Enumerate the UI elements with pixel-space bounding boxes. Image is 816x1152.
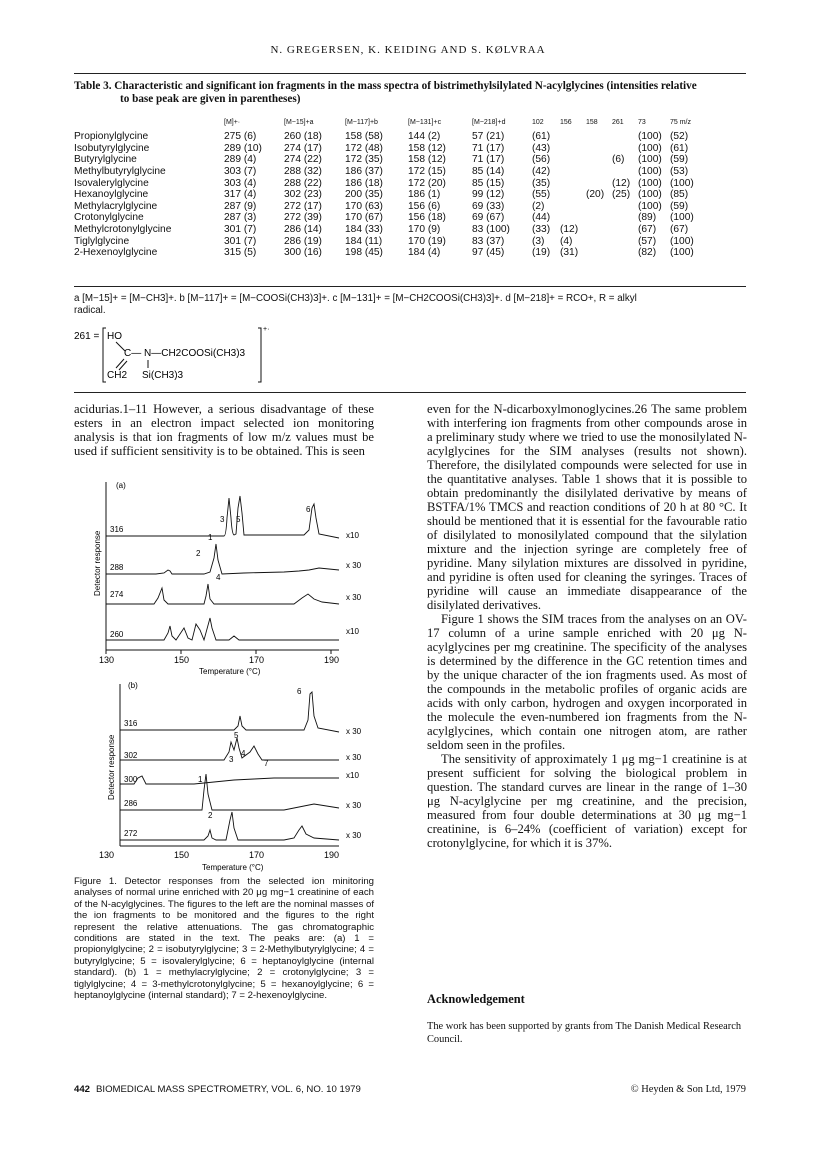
trace-288 — [106, 544, 339, 574]
table-title-line2: to base peak are given in parentheses) — [120, 93, 301, 105]
page-number: 442 — [74, 1084, 91, 1095]
trace-attenuation: x10 — [346, 627, 359, 636]
fragment-261-structure — [74, 322, 374, 384]
structure-sime: Si(CH3)3 — [142, 370, 184, 381]
peak-label: 1 — [208, 533, 213, 542]
table-cell: (67) — [670, 224, 689, 236]
compound-name-cell: 2-Hexenoylglycine — [74, 247, 158, 259]
paragraph: acidurias.1–11 However, a serious disadvantage of these esters in an electron impact selected ion monitoring analysis is that ion fragments of low m/z values must be used if sufficient sensitivity is to be obtained. This is seen — [74, 402, 374, 458]
table-cell: (61) — [532, 131, 551, 143]
panel-a — [93, 481, 362, 676]
trace-attenuation: x 30 — [346, 727, 362, 736]
peak-label: 1 — [198, 775, 203, 784]
table-cell: 83 (100) — [472, 224, 510, 236]
table-cell: 156 (6) — [408, 200, 441, 212]
table-cell: 186 (1) — [408, 189, 441, 201]
table-cell: 200 (35) — [345, 189, 383, 201]
compound-name-cell: Hexanoylglycine — [74, 189, 149, 201]
compound-name-cell: Methylbutyrylglycine — [74, 166, 166, 178]
table-row — [74, 201, 746, 213]
table-caption — [74, 80, 746, 106]
table-header-cell: [M−218]+d — [472, 119, 506, 126]
table-cell: (100) — [670, 177, 694, 189]
table-cell: (6) — [612, 154, 625, 166]
table-row — [74, 247, 746, 259]
table-cell: 83 (37) — [472, 235, 505, 247]
compound-name-cell: Isovalerylglycine — [74, 177, 149, 189]
double-bond — [119, 361, 127, 370]
table-cell: 184 (11) — [345, 235, 383, 247]
trace-286 — [120, 774, 339, 810]
table-header-cell: [M]+· — [224, 119, 241, 126]
table-cell: (2) — [532, 200, 545, 212]
trace-mass-label: 316 — [110, 525, 124, 534]
table-row — [74, 189, 746, 201]
table-cell: (42) — [532, 166, 551, 178]
table-row — [74, 166, 746, 178]
compound-name-cell: Methylacrylglycine — [74, 200, 158, 212]
structure-chain: C— N—CH2COOSi(CH3)3 — [124, 348, 246, 359]
panel-label: (b) — [128, 681, 138, 690]
table-cell — [586, 235, 612, 247]
table-cell: 301 (7) — [224, 224, 257, 236]
compound-name-cell: Tiglylglycine — [74, 235, 130, 247]
table-cell: 303 (7) — [224, 166, 257, 178]
trace-mass-label: 316 — [124, 719, 138, 728]
table-cell: (33) — [532, 224, 551, 236]
table-cell — [612, 224, 638, 236]
table-cell: 288 (32) — [284, 166, 322, 178]
compound-name-cell: Propionylglycine — [74, 131, 149, 143]
figure-1 — [84, 478, 384, 878]
table-cell: 71 (17) — [472, 154, 505, 166]
peak-label: 6 — [306, 505, 311, 514]
trace-mass-label: 272 — [124, 829, 138, 838]
table-cell: (67) — [638, 224, 657, 236]
table-cell: 289 (4) — [224, 154, 257, 166]
table-cell: (100) — [670, 235, 694, 247]
table-cell: 302 (23) — [284, 189, 322, 201]
table-cell: (100) — [638, 131, 662, 143]
table-cell — [586, 143, 612, 155]
table-row — [74, 154, 746, 166]
table-body — [74, 131, 746, 259]
table-cell: (56) — [532, 154, 551, 166]
table-cell: (100) — [670, 212, 694, 224]
table-cell: 184 (33) — [345, 224, 383, 236]
table-header-cell: 158 — [586, 119, 598, 126]
table-cell — [560, 131, 586, 143]
figure-caption: Figure 1. Detector responses from the selected ion minitoring analyses of normal urine enriched with 20 μg mg−1 creatinine of each of the N-acylglycines. The figures to the left are the nominal masses of the ion fragments to be monitored and the figures to the right represent the relative attenuations. The gas chromatographic conditions are stated in the text. The peaks are: (a) 1 = propionylglycine; 2 = isobutyrylglycine; 3 = 2-Methylbutyrylglycine; 4 = butyrylglycine; 5 = isovalerylglycine; 6 = heptanoylglycine (internal standard). (b) 1 = methylacrylglycine; 2 = crotonylglycine; 3 = tiglylglycine; 4 = 3-methylcrotonylglycine; 5 = hexanoylglycine; 6 = heptanoylglycine (internal standard); 7 = 2-hexenoylglycine. — [74, 876, 374, 1002]
table-cell: 287 (9) — [224, 200, 257, 212]
right-bracket — [258, 328, 261, 382]
figure-1-svg — [84, 478, 384, 873]
table-cell: 172 (15) — [408, 166, 446, 178]
table-cell: 289 (10) — [224, 142, 262, 154]
table-cell: 198 (45) — [345, 247, 383, 259]
trace-272 — [120, 812, 339, 840]
table-cell: 272 (17) — [284, 200, 322, 212]
footnote-line: radical. — [74, 305, 106, 316]
table-cell: 286 (14) — [284, 224, 322, 236]
table-cell — [612, 166, 638, 178]
table-cell — [586, 212, 612, 224]
table-cell: (100) — [638, 166, 662, 178]
table-cell: 144 (2) — [408, 131, 441, 143]
table-cell: 287 (3) — [224, 212, 257, 224]
x-tick-label: 190 — [324, 655, 340, 665]
x-tick-label: 190 — [324, 850, 340, 860]
trace-mass-label: 302 — [124, 751, 138, 760]
table-cell — [560, 201, 586, 213]
table-cell: (59) — [670, 154, 689, 166]
table-cell: (12) — [560, 224, 579, 236]
header-rule — [74, 73, 746, 74]
x-axis-label: Temperature (°C) — [199, 667, 261, 676]
x-ticks — [106, 650, 331, 654]
section-rule — [74, 392, 746, 393]
table-cell: (100) — [638, 200, 662, 212]
table-cell: 300 (16) — [284, 247, 322, 259]
x-tick-label: 130 — [99, 850, 115, 860]
trace-mass-label: 260 — [110, 630, 124, 639]
table-cell: 170 (63) — [345, 200, 383, 212]
table-header-cell: 156 — [560, 119, 572, 126]
table-cell: 317 (4) — [224, 189, 257, 201]
trace-mass-label: 300 — [124, 775, 138, 784]
table-cell: (52) — [670, 131, 689, 143]
table-cell — [586, 131, 612, 143]
table-cell — [612, 247, 638, 259]
table-cell: (53) — [670, 166, 689, 178]
trace-274 — [106, 584, 339, 604]
copyright-notice: © Heyden & Son Ltd, 1979 — [630, 1084, 746, 1095]
table-cell: 184 (4) — [408, 247, 441, 259]
table-cell: 69 (33) — [472, 200, 505, 212]
running-title: N. GREGERSEN, K. KEIDING AND S. KØLVRAA — [270, 44, 546, 56]
x-tick-label: 150 — [174, 655, 190, 665]
table-cell: (100) — [638, 177, 662, 189]
trace-316 — [120, 692, 339, 732]
table-cell: (19) — [532, 247, 551, 259]
acknowledgement-heading: Acknowledgement — [427, 992, 525, 1006]
table-cell: 170 (9) — [408, 224, 441, 236]
table-header-cell: [M−131]+c — [408, 119, 442, 126]
peak-label: 5 — [236, 515, 241, 524]
table-cell: 275 (6) — [224, 131, 257, 143]
table-cell — [586, 177, 612, 189]
table-cell: (100) — [638, 189, 662, 201]
table-cell: 158 (12) — [408, 154, 446, 166]
table-cell — [560, 212, 586, 224]
table-cell — [586, 166, 612, 178]
compound-name-cell: Butyrylglycine — [74, 154, 137, 166]
trace-attenuation: x 30 — [346, 561, 362, 570]
table-cell — [612, 143, 638, 155]
left-bracket — [103, 328, 106, 382]
peak-label: 7 — [264, 759, 269, 768]
table-cell: 170 (19) — [408, 235, 446, 247]
table-cell: 172 (35) — [345, 154, 383, 166]
table-cell — [560, 177, 586, 189]
table-bottom-rule — [74, 286, 746, 287]
footnote-line: a [M−15]+ = [M−CH3]+. b [M−117]+ = [M−COOSi(CH3)3]+. c [M−131]+ = [M−CH2COOSi(CH3)3]+. d [M−218]+ = RCO+, R = alkyl — [74, 293, 637, 304]
table-cell: (85) — [670, 189, 689, 201]
table-cell: 301 (7) — [224, 235, 257, 247]
table-footnotes — [74, 293, 746, 317]
table-cell: 186 (37) — [345, 166, 383, 178]
paragraph: The sensitivity of approximately 1 μg mg−1 creatinine is at present sufficient for solving the biological problem in question. The standard curves are linear in the range of 1–30 μg N-acylglycine per mg creatinine, and the precision, measured from four double determinations at 30 μg mg−1 creatinine, is 6–24% (coefficient of variation) except for crotonylglycine, for which it is 37%. — [427, 752, 747, 850]
left-column-text — [74, 402, 374, 458]
x-axis-label: Temperature (°C) — [202, 863, 264, 872]
x-tick-label: 130 — [99, 655, 115, 665]
table-cell: (55) — [532, 189, 551, 201]
compound-name-cell: Methylcrotonylglycine — [74, 224, 172, 236]
table-cell: (100) — [638, 142, 662, 154]
trace-attenuation: x10 — [346, 771, 359, 780]
table-cell — [612, 235, 638, 247]
table-cell: (89) — [638, 212, 657, 224]
table-cell — [612, 212, 638, 224]
compound-name-cell: Crotonylglycine — [74, 212, 144, 224]
table-cell: (82) — [638, 247, 657, 259]
peak-label: 4 — [216, 573, 221, 582]
table-cell — [560, 189, 586, 201]
table-header-cell: [M−117]+b — [345, 119, 378, 126]
double-bond — [116, 359, 124, 368]
y-axis-label: Detector response — [107, 734, 116, 800]
trace-300 — [120, 776, 339, 784]
table-cell: (31) — [560, 247, 579, 259]
table-cell — [612, 131, 638, 143]
table-cell: 315 (5) — [224, 247, 257, 259]
trace-attenuation: x10 — [346, 531, 359, 540]
x-tick-label: 150 — [174, 850, 190, 860]
trace-mass-label: 288 — [110, 563, 124, 572]
table-cell — [560, 143, 586, 155]
peak-label: 3 — [220, 515, 225, 524]
peak-label: 6 — [297, 687, 302, 696]
table-header-cell: [M−15]+a — [284, 119, 314, 126]
table-header-cell: 73 — [638, 119, 646, 126]
table-cell: 186 (18) — [345, 177, 383, 189]
table-header-cell: 261 — [612, 119, 624, 126]
table-cell: 69 (67) — [472, 212, 505, 224]
table-cell: (61) — [670, 142, 689, 154]
acknowledgement-text: The work has been supported by grants from The Danish Medical Research Council. — [427, 1021, 742, 1045]
table-cell — [612, 201, 638, 213]
peak-label: 4 — [241, 749, 246, 758]
table-header-cell: 75 m/z — [670, 119, 692, 126]
table-cell: 57 (21) — [472, 131, 505, 143]
trace-attenuation: x 30 — [346, 753, 362, 762]
table-cell — [560, 154, 586, 166]
table-cell — [560, 166, 586, 178]
paragraph: Figure 1 shows the SIM traces from the analyses on an OV-17 column of a urine sample enriched with 20 μg N-acylglycines per mg creatinine. The specificity of the analyses is determined by the difference in the GC retention times and by the unique character of the ion fragments used. As most of the compounds in the metabolic profiles of organic acids are acids with only carbon, hydrogen and oxygen incorporated in the molecule the even-numbered ion fragments from the N-acylglycines, which contain one nitrogen atom, are rather seldom seen in the profiles. — [427, 612, 747, 752]
peak-label: 5 — [234, 731, 239, 740]
table-cell: 170 (67) — [345, 212, 383, 224]
table-cell: (20) — [586, 189, 605, 201]
trace-attenuation: x 30 — [346, 831, 362, 840]
table-cell — [586, 224, 612, 236]
table-row — [74, 224, 746, 236]
y-axis-label: Detector response — [93, 530, 102, 596]
table-cell — [586, 247, 612, 259]
x-tick-label: 170 — [249, 850, 265, 860]
trace-attenuation: x 30 — [346, 801, 362, 810]
table-cell: 274 (17) — [284, 142, 322, 154]
ion-fragment-table — [74, 117, 746, 259]
table-cell: 288 (22) — [284, 177, 322, 189]
trace-mass-label: 286 — [124, 799, 138, 808]
table-header-cell — [74, 117, 224, 131]
panel-b — [99, 681, 362, 872]
table-row — [74, 143, 746, 155]
table-cell: (25) — [612, 189, 631, 201]
table-cell: (59) — [670, 200, 689, 212]
table-title-line1: Table 3. Characteristic and significant ion fragments in the mass spectra of bistrimethylsilylated N-acylglycines (intensities relative — [74, 80, 697, 92]
table-cell: (43) — [532, 142, 551, 154]
page-footer-left — [74, 1084, 361, 1095]
trace-attenuation: x 30 — [346, 593, 362, 602]
structure-label: 261 = — [74, 331, 100, 342]
paragraph: even for the N-dicarboxylmonoglycines.26 The same problem with interfering ion fragments from other compounds arose in a preliminary study where we tried to use the monosilylated N-acylglycines for the SIM analyses (results not shown). Therefore, the disilylated compounds were selected for use in the quantitative analyses. Table 1 shows that it is possible to obtain predominantly the disilylated derivative by means of BSTFA/1% TMCS and reaction conditions of 20 h at 80 °C. It should be mentioned that it is essential for the favourable ratio of disilylated to monosilylated compound that the silylation mixture and the injection syringe are completely free of pyridine. Many silylation mixtures are dissolved in pyridine, and pyridine is often used for cleaning the syringes. Traces of pyridine will cause an immediate disappearance of the disilylated derivatives. — [427, 402, 747, 612]
table-cell: (3) — [532, 235, 545, 247]
table-header-row — [74, 117, 746, 131]
structure-ho: HO — [107, 331, 122, 342]
table-cell: 99 (12) — [472, 189, 505, 201]
table-cell: 274 (22) — [284, 154, 322, 166]
table-row — [74, 212, 746, 224]
panel-label: (a) — [116, 481, 126, 490]
table-cell: (12) — [612, 177, 631, 189]
table-cell: (57) — [638, 235, 657, 247]
table-cell: 71 (17) — [472, 142, 505, 154]
table-row — [74, 177, 746, 189]
trace-mass-label: 274 — [110, 590, 124, 599]
table-cell — [586, 201, 612, 213]
table-cell: 303 (4) — [224, 177, 257, 189]
structure-drawing — [74, 322, 374, 384]
table-cell — [586, 154, 612, 166]
table-cell: 97 (45) — [472, 247, 505, 259]
table-cell: 172 (20) — [408, 177, 446, 189]
peak-label: 3 — [229, 755, 234, 764]
table-cell: (4) — [560, 235, 573, 247]
table-header-cell: 102 — [532, 119, 544, 126]
table-cell: 172 (48) — [345, 142, 383, 154]
peak-label: 2 — [196, 549, 201, 558]
table-row — [74, 131, 746, 143]
table-cell: 260 (18) — [284, 131, 322, 143]
journal-name: BIOMEDICAL MASS SPECTROMETRY, VOL. 6, NO. 10 1979 — [96, 1084, 361, 1095]
x-tick-label: 170 — [249, 655, 265, 665]
trace-260 — [106, 618, 339, 640]
table-cell: 272 (39) — [284, 212, 322, 224]
table-cell: (35) — [532, 177, 551, 189]
table-cell: (100) — [638, 154, 662, 166]
table-cell: 156 (18) — [408, 212, 446, 224]
table-row — [74, 235, 746, 247]
structure-charge: +· — [263, 326, 270, 333]
table-cell: 85 (15) — [472, 177, 505, 189]
structure-ch2: CH2 — [107, 370, 128, 381]
table-cell: (44) — [532, 212, 551, 224]
right-column-text — [427, 402, 747, 850]
table-cell: 286 (19) — [284, 235, 322, 247]
peak-label: 2 — [208, 811, 213, 820]
table-cell: (100) — [670, 247, 694, 259]
compound-name-cell: Isobutyrylglycine — [74, 142, 150, 154]
table-cell: 158 (58) — [345, 131, 383, 143]
table-cell: 158 (12) — [408, 142, 446, 154]
table-cell: 85 (14) — [472, 166, 505, 178]
